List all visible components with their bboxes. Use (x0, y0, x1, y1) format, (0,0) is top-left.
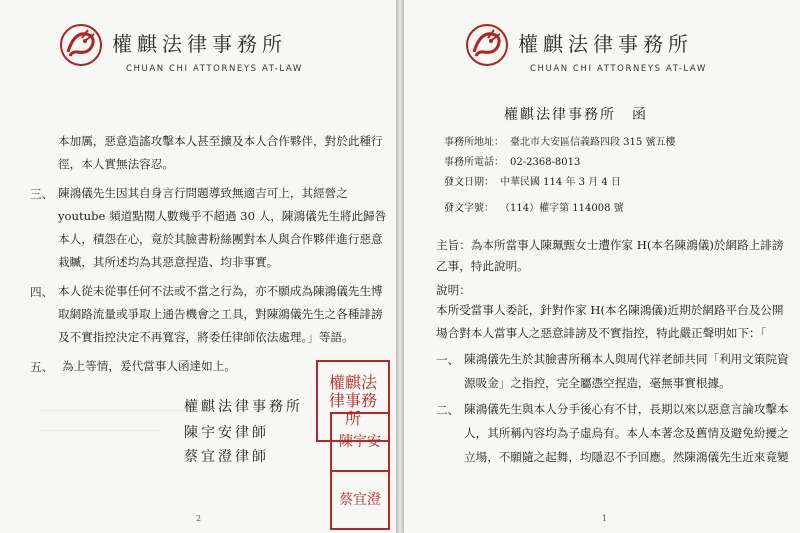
phone-label: 事務所電話： (444, 157, 504, 168)
text-line: 本加厲，惡意造謠攻擊本人甚至擴及本人合作夥伴，對於此種行 (58, 134, 383, 148)
bleed-through-mark (40, 410, 190, 411)
text-line: 取網路流量或爭取上通告機會之工具，對陳鴻儀先生之各種誹謗 (58, 307, 383, 321)
lawyer-seal-1: 陳宇安 (330, 412, 390, 472)
ref-label: 發文字號： (444, 203, 494, 214)
ref-number: （114）權字第 114008 號 (500, 203, 624, 214)
text-line: 本人從未從事任何不法或不當之行為，亦不願成為陳鴻儀先生博 (58, 284, 383, 298)
page-gutter (396, 0, 404, 533)
text-line: 為上等情，爰代當事人函達如上。 (62, 359, 236, 373)
item-number: 三、 (30, 187, 54, 201)
phone: 02-2368-8013 (510, 157, 581, 168)
firm-name: 權麒法律事務所 (112, 32, 287, 56)
signature-lawyer-2: 蔡宜澄律師 (184, 449, 269, 465)
item-number: 一、 (436, 353, 460, 367)
explain-label: 說明： (436, 283, 471, 297)
letterhead (0, 18, 396, 88)
text-line: 徑，本人實無法容忍。 (58, 157, 174, 171)
item-number: 二、 (436, 403, 460, 417)
text-line: youtube 頻道點閱人數幾乎不超過 30 人，陳鴻儀先生將此歸咎 (58, 209, 387, 223)
page-number: 1 (602, 514, 608, 523)
document-page-2 (0, 0, 396, 533)
text-line: 陳鴻儀先生因其自身言行問題導致無適吉可上，其經營之 (58, 186, 348, 200)
address: 臺北市大安區信義路四段 315 號五樓 (510, 137, 676, 148)
firm-name-en: CHUAN CHI ATTORNEYS AT-LAW (126, 64, 303, 74)
subject-line: 乙事，特此說明。 (436, 259, 529, 273)
text-line: 陳鴻儀先生與本人分手後心有不甘，長期以來以惡意言論攻擊本 (464, 402, 789, 416)
lawyer-seal-2: 蔡宜澄 (330, 470, 390, 530)
text-line: 栽贓，其所述均為其惡意捏造、均非事實。 (58, 255, 279, 269)
text-line: 本人，積怨在心，竟於其臉書粉絲團對本人與合作夥伴進行惡意 (58, 232, 383, 246)
date: 中華民國 114 年 3 月 4 日 (500, 177, 621, 188)
text-line: 源吸金」之指控，完全屬憑空捏造，毫無事實根據。 (464, 376, 731, 390)
qilin-logo-icon (464, 22, 510, 68)
address-label: 事務所地址： (444, 137, 504, 148)
letterhead (404, 18, 800, 88)
signature-lawyer-1: 陳宇安律師 (184, 425, 269, 441)
text-line: 陳鴻儀先生於其臉書所稱本人與周代祥老師共同「利用文策院資 (464, 352, 789, 366)
letter-title: 權麒法律事務所 函 (504, 107, 648, 123)
firm-seal: 權麒法律事務所 (316, 360, 390, 442)
text-line: 人，其所稱內容均為子虛烏有。本人本著念及舊情及避免紛擾之 (464, 426, 789, 440)
qilin-logo-icon (58, 22, 104, 68)
date-label: 發文日期： (444, 177, 494, 188)
page-number: 2 (196, 514, 202, 523)
item-number: 五、 (30, 360, 54, 374)
item-number: 四、 (30, 285, 54, 299)
document-page-1 (404, 0, 800, 533)
bleed-through-mark (40, 430, 160, 431)
firm-name-en: CHUAN CHI ATTORNEYS AT-LAW (530, 64, 707, 74)
text-line: 場合對本人當事人之惡意誹謗及不實指控，特此嚴正聲明如下：「 (436, 326, 767, 340)
firm-name: 權麒法律事務所 (518, 32, 693, 56)
text-line: 立場，不願隨之起舞，均隱忍不予回應。然陳鴻儀先生近來竟變 (464, 450, 789, 464)
text-line: 及不實指控決定不再寬容，將委任律師依法處理。」等語。 (58, 330, 354, 344)
signature-firm: 權麒法律事務所 (184, 399, 303, 415)
text-line: 本所受當事人委託，針對作家 H(本名陳鴻儀)近期於網路平台及公開 (436, 303, 784, 317)
subject-line: 主旨：為本所當事人陳珮甄女士遭作家 H(本名陳鴻儀)於網路上誹謗 (436, 238, 784, 252)
